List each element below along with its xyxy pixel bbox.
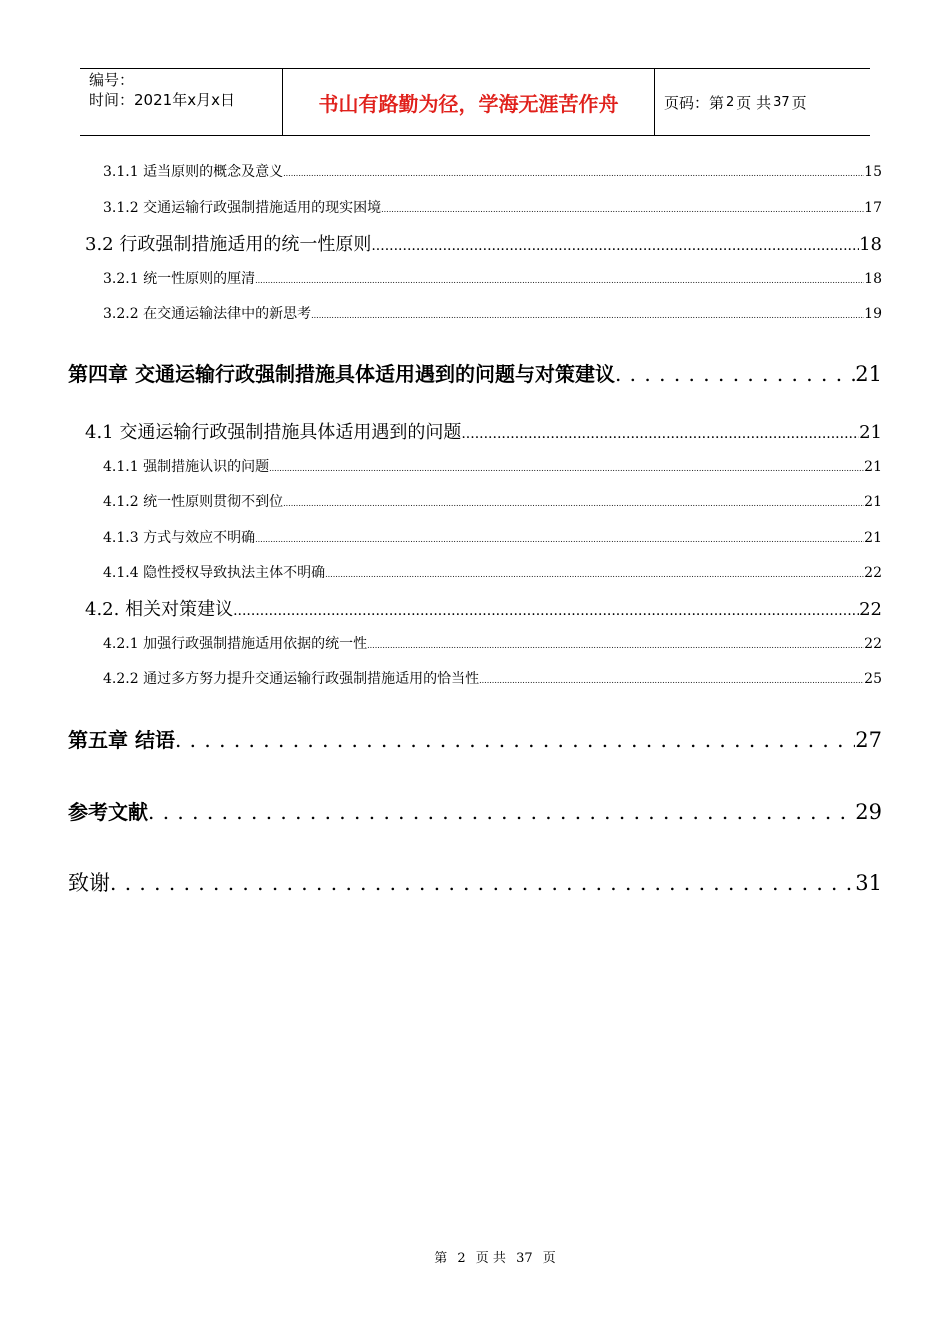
toc-chapter[interactable] (68, 358, 882, 387)
header-motto: 书山有路勤为径，学海无涯苦作舟 (318, 91, 619, 116)
toc-chapter[interactable] (68, 796, 882, 825)
toc-leader (479, 676, 864, 685)
toc-leader (461, 426, 859, 442)
doc-number-label: 编号： (89, 71, 135, 89)
toc-leader (269, 464, 864, 473)
toc-leader (615, 362, 855, 386)
header-page-total: 37 (773, 94, 790, 110)
toc-entry-page: 27 (855, 728, 882, 752)
toc-entry[interactable] (103, 456, 882, 476)
toc-entry[interactable] (103, 161, 882, 181)
toc-entry-page: 19 (864, 306, 882, 322)
toc-leader (371, 238, 859, 254)
doc-time (89, 90, 235, 110)
footer-page-total: 37 (516, 1251, 533, 1266)
toc-entry[interactable] (103, 668, 882, 688)
toc-entry-page: 21 (859, 422, 882, 443)
toc-entry[interactable] (103, 268, 882, 288)
toc-entry[interactable] (85, 595, 882, 621)
toc-entry-title: 4.1.2 统一性原则贯彻不到位 (103, 494, 284, 510)
toc-leader (110, 871, 855, 895)
toc-entry-page: 22 (864, 565, 882, 581)
header-meta (89, 70, 235, 110)
toc-leader (283, 169, 864, 178)
doc-time-label: 时间： (89, 91, 135, 109)
toc-entry-title: 致谢 (68, 871, 110, 895)
toc-entry-title: 4.1 交通运输行政强制措施具体适用遇到的问题 (85, 422, 462, 443)
toc-entry-title: 3.2.2 在交通运输法律中的新思考 (103, 306, 312, 322)
toc-entry-title: 4.2.1 加强行政强制措施适用依据的统一性 (103, 636, 368, 652)
toc-entry-page: 21 (864, 530, 882, 546)
toc-entry-page: 21 (864, 494, 882, 510)
toc-entry-page: 29 (855, 800, 882, 824)
toc-entry-title: 4.2. 相关对策建议 (85, 599, 234, 620)
toc-entry-page: 22 (859, 599, 882, 620)
toc-entry[interactable] (103, 303, 882, 323)
toc-entry-title: 3.2 行政强制措施适用的统一性原则 (85, 234, 372, 255)
toc-leader (255, 535, 864, 544)
toc-entry-page: 31 (855, 871, 882, 895)
toc-leader (311, 311, 864, 320)
header-page-suffix: 页 (791, 93, 807, 112)
toc-entry-title: 参考文献 (68, 800, 148, 824)
toc-entry[interactable] (103, 527, 882, 547)
toc-leader (233, 603, 859, 619)
doc-time-value: 2021年x月x日 (134, 91, 235, 109)
toc-chapter[interactable] (68, 867, 882, 897)
toc-entry-title: 4.1.3 方式与效应不明确 (103, 530, 256, 546)
toc-entry-title: 3.1.1 适当原则的概念及意义 (103, 164, 284, 180)
toc-entry-page: 15 (864, 164, 882, 180)
toc-entry-title: 第四章 交通运输行政强制措施具体适用遇到的问题与对策建议 (68, 362, 615, 386)
footer-suffix: 页 (542, 1251, 556, 1266)
toc-entry-page: 21 (864, 459, 882, 475)
footer-prefix: 第 (434, 1251, 448, 1266)
toc-leader (175, 728, 855, 752)
toc-entry-title: 4.1.1 强制措施认识的问题 (103, 459, 270, 475)
footer-page-current: 2 (457, 1251, 466, 1266)
toc-entry-page: 18 (864, 271, 882, 287)
toc-entry[interactable] (85, 418, 882, 444)
toc-leader (255, 276, 864, 285)
toc-entry-page: 18 (859, 234, 882, 255)
toc-entry-title: 3.2.1 统一性原则的厘清 (103, 271, 256, 287)
toc-entry-title: 4.2.2 通过多方努力提升交通运输行政强制措施适用的恰当性 (103, 671, 480, 687)
toc-entry-title: 第五章 结语 (68, 728, 175, 752)
footer-mid: 页 共 (475, 1251, 506, 1266)
header-page-prefix: 页码：第 (664, 93, 725, 112)
header-page-mid: 页 共 (736, 93, 772, 112)
toc-leader (325, 570, 864, 579)
toc-entry-page: 21 (855, 362, 882, 386)
toc-leader (367, 641, 864, 650)
toc-leader (148, 800, 855, 824)
toc-entry[interactable] (103, 197, 882, 217)
toc-entry-page: 25 (864, 671, 882, 687)
toc-entry-title: 3.1.2 交通运输行政强制措施适用的现实困境 (103, 200, 382, 216)
header-page-current: 2 (726, 94, 735, 110)
header-divider (654, 68, 655, 136)
toc-entry-title: 4.1.4 隐性授权导致执法主体不明确 (103, 565, 326, 581)
toc-entry[interactable] (103, 633, 882, 653)
toc-leader (381, 205, 864, 214)
toc-entry-page: 17 (864, 200, 882, 216)
toc-leader (283, 499, 864, 508)
header-page-info (664, 68, 807, 136)
toc-chapter[interactable] (68, 724, 882, 753)
toc-entry[interactable] (85, 230, 882, 256)
toc-entry[interactable] (103, 491, 882, 511)
page-footer (0, 1247, 950, 1266)
toc-entry[interactable] (103, 562, 882, 582)
toc-entry-page: 22 (864, 636, 882, 652)
